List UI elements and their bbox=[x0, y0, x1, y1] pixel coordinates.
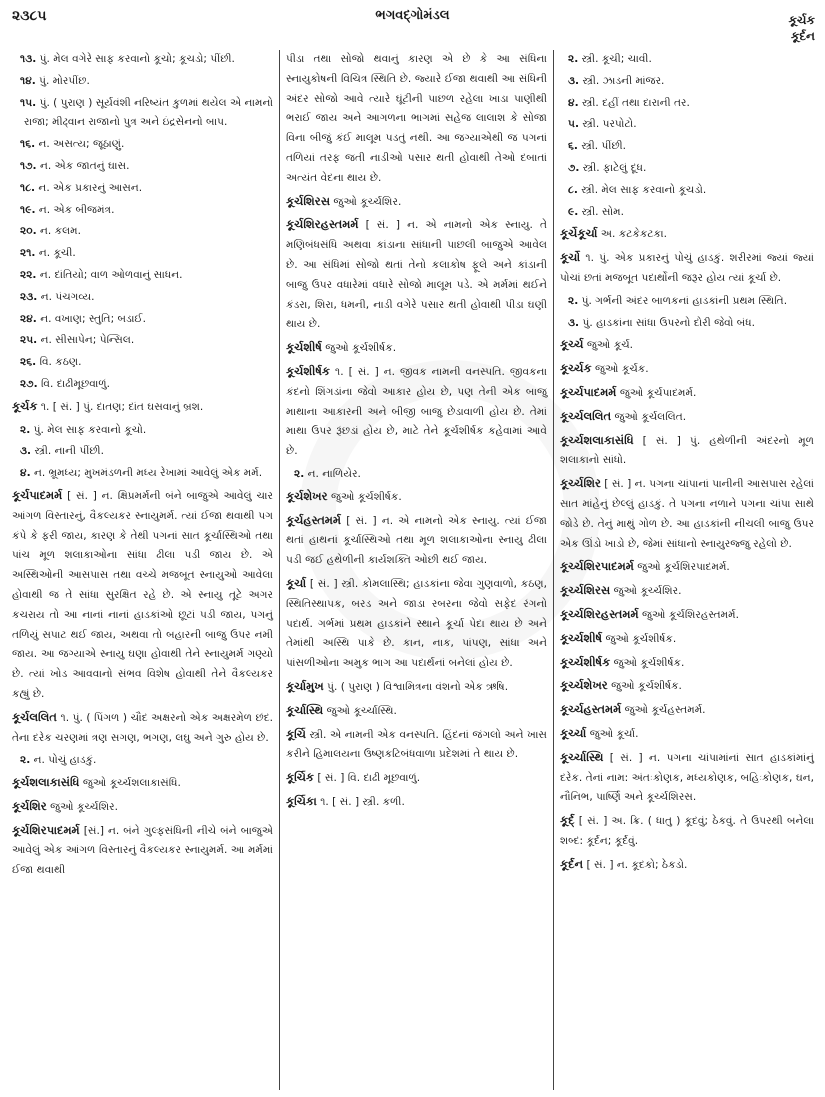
sense-number: ૩. bbox=[20, 445, 32, 458]
dictionary-entry bbox=[286, 192, 547, 213]
sense-number: ૨૧. bbox=[20, 247, 36, 260]
sense-text: ન. દાંતિયો; વાળ ઓળવાનું સાધન. bbox=[39, 268, 183, 281]
sense-item bbox=[12, 353, 273, 373]
headword: કૂર્ચશિર bbox=[12, 798, 47, 813]
definition: [સં.] ન. બંને ગુલ્ફસંધિની નીચે બંને બાજુએ આવેલું એક આંગળ વિસ્તારનું વૈકલ્યકર સ્નાયુમર્મ. આ મર્મમાં ઈજા થવાથી bbox=[12, 824, 273, 877]
sense-item bbox=[560, 72, 814, 92]
sense-item bbox=[560, 314, 814, 334]
sense-text: સ્ત્રી. દહીં તથા દારાની તર. bbox=[581, 96, 690, 109]
dictionary-entry bbox=[286, 701, 547, 722]
guide-words bbox=[788, 12, 815, 44]
sense-number: ૧૩. bbox=[20, 53, 37, 65]
sense-item bbox=[12, 266, 273, 286]
headword: કૂર્ચામુખ bbox=[286, 678, 324, 693]
definition: ૧. પું. ( પિંગળ ) ચૌદ અક્ષરનો એક અક્ષરમેળ છંદ. તેના દરેક ચરણમાં ત્રણ સગણ, ભગણ, લઘુ અને ગુરુ હોય છે. bbox=[12, 711, 273, 744]
dictionary-columns bbox=[8, 50, 820, 1090]
column-1 bbox=[8, 50, 280, 1090]
sense-item bbox=[12, 222, 273, 242]
sense-number: ૨૪. bbox=[20, 312, 37, 325]
dictionary-entry bbox=[560, 676, 814, 697]
headword: કૂર્દ્ bbox=[560, 813, 575, 828]
sense-number: ૧૯. bbox=[20, 203, 36, 216]
headword: કૂર્ચા bbox=[286, 575, 307, 590]
guide-word-last: કૂર્દન bbox=[790, 29, 815, 43]
definition: [ સં. ] ન. એ નામનો એક સ્નાયુ. તે મણિબંધસંધિ અથવા કાંડાના સાંધાની પાછલી બાજુએ આવેલ છે. આ સંધિમાં સોજો થતાં તેનો કલાકોષ ફૂલે અને કાંડાની બાજુ ઉપર વધારેમાં વધારે સોજો માલૂમ પડે. એ મર્મમાં થઈને કંડરા, શિરા, ધમની, નાડી વગેરે પસાર થતી હોવાથી પીડા ઘણી થાય છે. bbox=[286, 219, 547, 331]
sense-text: ન. પંચગવ્ય. bbox=[40, 290, 95, 303]
sense-number: ૨. bbox=[20, 423, 31, 436]
headword: કૂર્ચ્ચશિરપાદમર્મ bbox=[560, 559, 634, 574]
headword: કૂર્ચો bbox=[560, 250, 581, 265]
page-header bbox=[0, 0, 825, 44]
definition: જુઓ કૂર્ચશીર્ષક. bbox=[611, 680, 682, 693]
sense-item bbox=[12, 201, 273, 221]
dictionary-entry bbox=[286, 215, 547, 335]
dictionary-entry bbox=[286, 487, 547, 508]
dictionary-entry bbox=[560, 629, 814, 650]
sense-text: ન. નાળિયેર. bbox=[307, 467, 361, 480]
sense-number: ૨૫. bbox=[20, 334, 38, 347]
dictionary-entry bbox=[560, 335, 814, 356]
sense-item bbox=[12, 375, 273, 395]
definition: જુઓ કૂર્ચશીર્ષક. bbox=[605, 632, 677, 645]
sense-text: ન. એક જાતનું ઘાસ. bbox=[39, 159, 130, 172]
sense-item bbox=[12, 310, 273, 330]
sense-item bbox=[560, 50, 814, 70]
sense-item bbox=[286, 465, 547, 485]
definition: જુઓ કૂર્ચ્ચશિર. bbox=[50, 800, 119, 813]
headword: કૂર્ચ્ચશીર્ષ bbox=[560, 630, 603, 645]
sense-number: ૬. bbox=[568, 140, 578, 153]
headword: કૂર્ચ્ચશીર્ષક bbox=[560, 654, 611, 669]
headword: કૂર્ચ્ચશિરહસ્તમર્મ bbox=[560, 606, 639, 621]
definition: ૧. પું. એક પ્રકારનું પોચું હાડકું. શરીરમાં જ્યાં જ્યાં પોચાં છતાં મજબૂત પદાર્થોની જરૂર હોય ત્યાં કૂર્ચા છે. bbox=[560, 252, 814, 284]
dictionary-entry bbox=[560, 748, 814, 808]
sense-item bbox=[12, 72, 273, 92]
sense-number: ૨. bbox=[568, 53, 579, 65]
dictionary-entry bbox=[560, 855, 814, 876]
sense-item bbox=[12, 157, 273, 177]
sense-number: ૩. bbox=[568, 316, 580, 329]
guide-word-first: કૂર્ચક bbox=[788, 13, 815, 27]
sense-number: ૨૭. bbox=[20, 377, 38, 390]
sense-text: પું. ગર્ભની અંદર બાળકનાં હાડકાંની પ્રથમ સ્થિતિ. bbox=[581, 294, 788, 307]
sense-item bbox=[560, 181, 814, 201]
definition: અ. કટકેકટકા. bbox=[600, 228, 667, 241]
sense-item bbox=[12, 135, 273, 155]
dictionary-entry bbox=[286, 574, 547, 674]
sense-text: પું. મેલ સાફ કરવાનો કૂચો. bbox=[33, 423, 147, 436]
headword: કૂર્ચશિરહસ્તમર્મ bbox=[286, 217, 359, 232]
dictionary-entry bbox=[560, 700, 814, 721]
sense-number: ૨. bbox=[294, 467, 305, 480]
headword: કૂર્ચિકા bbox=[286, 793, 317, 808]
headword: કૂર્ચશલાકાસંધિ bbox=[12, 775, 80, 790]
sense-number: ૩. bbox=[568, 74, 580, 87]
sense-text: ન. પોચું હાડકું. bbox=[33, 754, 97, 767]
sense-item bbox=[12, 50, 273, 70]
headword: કૂર્ચપાદમર્મ bbox=[12, 487, 63, 502]
sense-text: ન. સીસાપેન; પેન્સિલ. bbox=[40, 334, 135, 347]
sense-text: પું. ( પુરાણ ) સૂર્યવંશી નરિષ્યંત કુળમાં થયેલ એ નામનો રાજા; મીઢ્વાન રાજાનો પુત્ર અને ઇંદ્રસેનનો બાપ. bbox=[24, 96, 273, 129]
sense-number: ૪. bbox=[20, 467, 31, 480]
sense-text: ન. ભ્રૂમધ્ય; મુખમંડળની મધ્ય રેખામાં આવેલું એક મર્મ. bbox=[33, 467, 263, 480]
definition: જુઓ કૂર્ચ. bbox=[586, 339, 634, 352]
headword: કૂર્ચાસ્થિ bbox=[286, 702, 324, 717]
page-number: ૨૩૮૫ bbox=[12, 8, 47, 24]
headword: કૂર્ચ્ચશલાકાસંધિ bbox=[560, 432, 634, 447]
dictionary-entry bbox=[12, 821, 273, 881]
headword: કૂર્ચ્ચપાદમર્મ bbox=[560, 384, 617, 399]
definition: જુઓ કૂર્ચપાદમર્મ. bbox=[619, 386, 697, 399]
sense-number: ૨૩. bbox=[20, 290, 38, 303]
sense-text: સ્ત્રી. સોમ. bbox=[581, 205, 624, 218]
dictionary-entry bbox=[286, 511, 547, 571]
dictionary-entry bbox=[12, 797, 273, 818]
dictionary-entry bbox=[286, 768, 547, 789]
headword: કૂર્ચહસ્તમર્મ bbox=[286, 512, 342, 527]
sense-number: ૭. bbox=[568, 161, 580, 174]
sense-item bbox=[560, 159, 814, 179]
definition: ૧. [ સં. ] પું. દાતણ; દાંત ઘસવાનું બ્રશ. bbox=[40, 400, 204, 413]
sense-number: ૧૮. bbox=[20, 181, 36, 194]
headword: કૂર્ચશીર્ષક bbox=[286, 363, 331, 378]
sense-text: સ્ત્રી. કૂચી; ચાવી. bbox=[581, 53, 652, 65]
definition: [ સં. ] અ. ક્રિ. ( ધાતુ ) કૂદવું; ઠેકવું. તે ઉપરથી બનેલા શબ્દ: કૂર્દન; કૂર્દવું. bbox=[560, 815, 815, 847]
sense-text: વિ. કઠણ. bbox=[39, 356, 82, 369]
sense-text: સ્ત્રી. પરપોટો. bbox=[582, 118, 637, 131]
book-title: ભગવદ્ગોમંડલ bbox=[375, 8, 450, 23]
column-3 bbox=[554, 50, 820, 1090]
sense-text: સ્ત્રી. મેલ સાફ કરવાનો કૂચડો. bbox=[581, 183, 707, 196]
column-2 bbox=[280, 50, 554, 1090]
definition: જુઓ કૂર્ચ્ચાસ્થિ. bbox=[326, 704, 397, 717]
headword: કૂર્ચ્ચહસ્તમર્મ bbox=[560, 702, 622, 717]
sense-number: ૨. bbox=[568, 294, 579, 307]
dictionary-entry bbox=[560, 581, 814, 602]
dictionary-entry bbox=[560, 811, 814, 852]
dictionary-entry bbox=[286, 792, 547, 813]
definition: જુઓ કૂર્ચા. bbox=[589, 727, 639, 740]
sense-item bbox=[12, 179, 273, 199]
sense-number: ૮. bbox=[568, 183, 578, 196]
dictionary-entry bbox=[12, 486, 273, 705]
sense-text: સ્ત્રી. ઝાડની માંજર. bbox=[582, 74, 665, 87]
definition: જુઓ કૂર્ચશિરપાદમર્મ. bbox=[637, 561, 730, 574]
headword: કૂર્ચલલિત bbox=[12, 709, 57, 724]
definition: [ સં. ] વિ. દાઢી મૂછવાળું. bbox=[317, 772, 421, 785]
sense-number: ૨૬. bbox=[20, 356, 37, 369]
dictionary-entry bbox=[560, 653, 814, 674]
headword: કૂર્દન bbox=[560, 856, 584, 871]
sense-number: ૧૬. bbox=[20, 138, 36, 151]
sense-item bbox=[560, 94, 814, 114]
headword: કૂર્ચશેખર bbox=[286, 488, 328, 503]
dictionary-entry bbox=[560, 474, 814, 554]
dictionary-entry bbox=[560, 605, 814, 626]
sense-number: ૧૭. bbox=[20, 159, 37, 172]
dictionary-entry bbox=[560, 724, 814, 745]
sense-item bbox=[12, 94, 273, 134]
definition: જુઓ કૂર્ચશીર્ષક. bbox=[325, 342, 397, 355]
headword: કૂર્ચ્ચલલિત bbox=[560, 408, 612, 423]
sense-item bbox=[560, 137, 814, 157]
definition: ૧. [ સં. ] ન. જીવક નામની વનસ્પતિ. જીવકના કંદનો શિંગડાંના જેવો આકાર હોય છે, પણ તેની એક બાજુ માથાના આકારની અને બીજી બાજુ છેડાવાળી હોય છે. તેમાં માથા ઉપર રૂંછડાં હોય છે, માટે તેને કૂર્ચશીર્ષક કહેવામાં આવે છે. bbox=[286, 365, 548, 458]
definition: જુઓ કૂર્ચ્ચશિર. bbox=[613, 585, 682, 598]
headword: કૂર્ચ્ચશિરસ bbox=[560, 583, 611, 598]
dictionary-entry bbox=[286, 338, 547, 359]
headword: કૂર્ચશિરસ bbox=[286, 193, 331, 208]
definition: [ સં. ] ન. પગના ચાંપાનાં પાનીની આસપાસ રહેલાં સાત માંહેનું છેલ્લું હાડકું. તે પગના નળાને પગના ચાંપા સાથે જોડે છે. તેનું માથું ગોળ છે. આ હાડકાંની નીચલી બાજુ ઉપર એક ઊંડો ખાડો છે, જેમાં સાંધાનો સ્નાયુરજ્જુ રહેલો છે. bbox=[560, 478, 814, 550]
sense-text: ન. એક બીજમંત્ર. bbox=[38, 203, 115, 216]
sense-number: ૨૨. bbox=[20, 268, 37, 281]
headword: કૂર્ચશિરપાદમર્મ bbox=[12, 822, 80, 837]
headword: કૂર્ચ્ચાસ્થિ bbox=[560, 749, 604, 764]
dictionary-entry bbox=[560, 431, 814, 472]
definition: [ સં. ] સ્ત્રી. કોમલાસ્થિ; હાડકાંના જેવા ગુણવાળો, કઠણ, સ્થિતિસ્થાપક, બરડ અને જાડા રબરના જેવો સફેદ રંગનો પદાર્થ. ગર્ભમાં પ્રથમ હાડકાંને સ્થાને કૂર્ચા પેદા થાય છે અને તેમાંથી અસ્થિ પાકે છે. કાન, નાક, પાંપણ, સાંધા અને પાંસળીઓના અમુક ભાગ આ પદાર્થનાં બનેલાં હોય છે. bbox=[286, 577, 547, 670]
definition: ૧. [ સં. ] સ્ત્રી. કળી. bbox=[320, 795, 405, 808]
sense-number: ૨૦. bbox=[20, 225, 37, 238]
headword: કૂર્ચિ bbox=[286, 726, 306, 741]
definition: જુઓ કૂર્ચશિરહસ્તમર્મ. bbox=[642, 608, 739, 621]
definition: સ્ત્રી. એ નામની એક વનસ્પતિ. હિંદનાં જંગલો અને ખાસ કરીને હિમાલયના ઉષ્ણકટિબંધવાળા પ્રદેશમાં તે થાય છે. bbox=[286, 728, 547, 761]
sense-item bbox=[560, 292, 814, 312]
sense-number: ૯. bbox=[568, 205, 579, 218]
definition: જુઓ કૂર્ચ્ચશિર. bbox=[333, 195, 402, 208]
definition: [ સં. ] ન. કૂદકો; ઠેકડો. bbox=[586, 858, 688, 871]
definition: જુઓ કૂર્ચશીર્ષક. bbox=[330, 490, 402, 503]
sense-text: પું. હાડકાંના સાંધા ઉપરનો દોરી જેવો બંધ. bbox=[582, 316, 756, 329]
sense-text: પું. મોરપીંછ. bbox=[39, 74, 90, 87]
sense-item bbox=[560, 203, 814, 223]
dictionary-entry bbox=[560, 224, 814, 245]
definition: જુઓ કૂર્ચશીર્ષક. bbox=[613, 656, 685, 669]
sense-text: વિ. દાઢીમૂછવાળું. bbox=[40, 377, 111, 390]
sense-number: ૨. bbox=[20, 754, 31, 767]
headword: કૂર્ચ્ચા bbox=[560, 725, 587, 740]
definition: [ સં. ] ન. ક્ષિપ્રમર્મની બંને બાજુએ આવેલું ચાર આંગળ વિસ્તારનું, વૈકલ્યકર સ્નાયુમર્મ. ત્યાં ઈજા થવાથી પગ કંપે કે ફરી જાય, કારણ કે તેથી પગનાં સાત કૂર્ચાસ્થિઓ તથા પાંચ મૂળ શલાકાઓના સાંધા ઢીલા પડી જાય છે. એ અસ્થિઓની આસપાસ તથા વચ્ચે મજબૂત સ્નાયુઓ આવેલા હોવાથી જ તે સાંધા સુરક્ષિત રહે છે. એ સ્નાયુ તૂટે અગર કચરાય તો આ નાનાં નાનાં હાડકાંઓ છૂટાં પડી જાય, પગનું તળિયું સપાટ થઈ જાય, અથવા તો બહારની બાજુ ઉપર નમી જાય. આ જગ્યાએ સ્નાયુ ઘણા હોવાથી તેને સ્નાયુમર્મ ગણ્યો છે. ત્યાં ખોડ આવવાનો સંભવ વિશેષ હોવાથી તેને વૈકલ્યકર કહ્યું છે. bbox=[12, 489, 273, 700]
dictionary-entry bbox=[560, 557, 814, 578]
sense-text: ન. વખાણ; સ્તુતિ; બડાઈ. bbox=[40, 312, 146, 325]
sense-item bbox=[12, 464, 273, 484]
sense-text: સ્ત્રી. નાની પીંછી. bbox=[34, 445, 104, 458]
definition: પું. ( પુરાણ ) વિશ્વામિત્રના વંશનો એક ઋષિ. bbox=[327, 680, 509, 693]
sense-item bbox=[12, 442, 273, 462]
sense-number: ૧૪. bbox=[20, 74, 36, 87]
dictionary-entry bbox=[560, 383, 814, 404]
dictionary-entry bbox=[286, 362, 547, 462]
sense-item bbox=[560, 115, 814, 135]
sense-text: ન. કલમ. bbox=[40, 225, 81, 238]
definition: [ સં. ] ન. એ નામનો એક સ્નાયુ. ત્યાં ઈજા થતાં હાથનાં કૂર્ચાસ્થિઓ તથા મૂળ શલાકાઓના સ્નાયુ ઢીલા પડી જઈ હથેળીની કાર્યશક્તિ ઓછી થઈ જાય. bbox=[286, 514, 547, 567]
definition: [ સં. ] પું. હથેળીની અંદરનો મૂળ શલાકાનો સાંધો. bbox=[560, 434, 814, 467]
dictionary-entry bbox=[12, 397, 273, 418]
headword: કૂર્ચેકૂર્ચા bbox=[560, 226, 598, 241]
dictionary-entry bbox=[286, 677, 547, 698]
definition: જુઓ કૂર્ચલલિત. bbox=[614, 410, 687, 423]
sense-text: સ્ત્રી. પીંછી. bbox=[581, 140, 627, 153]
sense-text: સ્ત્રી. ફાટેલું દૂધ. bbox=[582, 161, 647, 174]
headword: કૂર્ચ્ચશિર bbox=[560, 476, 601, 491]
dictionary-entry bbox=[286, 725, 547, 766]
sense-text: પું. મેલ વગેરે સાફ કરવાનો કૂચો; કૂચડો; પીંછી. bbox=[39, 53, 235, 65]
dictionary-entry bbox=[12, 708, 273, 749]
sense-item bbox=[12, 244, 273, 264]
sense-item bbox=[12, 751, 273, 771]
sense-text: ન. એક પ્રકારનું આસન. bbox=[38, 181, 143, 194]
definition: જુઓ કૂર્ચહસ્તમર્મ. bbox=[624, 704, 706, 717]
sense-number: ૧૫. bbox=[20, 96, 37, 109]
dictionary-entry bbox=[560, 359, 814, 380]
headword: કૂર્ચ્ચક bbox=[560, 361, 592, 376]
sense-item bbox=[12, 288, 273, 308]
headword: કૂર્ચ્ચશેખર bbox=[560, 678, 608, 693]
definition: જુઓ કૂર્ચક. bbox=[594, 363, 649, 376]
sense-number: ૪. bbox=[568, 96, 579, 109]
dictionary-entry bbox=[560, 248, 814, 289]
sense-item bbox=[12, 331, 273, 351]
continued-text: પીડા તથા સોજો થવાનું કારણ એ છે કે આ સંધિના સ્નાયુકોષની વિચિત્ર સ્થિતિ છે. જ્યારે ઈજા થવાથી આ સંધિની અંદર સોજો આવે ત્યારે ઘૂંટીની પાછળ રહેલા ખાડા પાણીથી ભરાઈ જાય અને આગળના ભાગમાં સહેજ લાલાશ કે સોજા વિના બીજું કંઈ માલૂમ પડતું નથી. આ જગ્યાએથી જ પગનાં તળિયાં તરફ જતી નાડીઓ પસાર થતી હોવાથી તેઓ દબાતાં અત્યંત વેદના થાય છે. bbox=[286, 53, 547, 184]
sense-item bbox=[12, 421, 273, 441]
sense-text: ન. અસત્ય; જૂઠાણું. bbox=[38, 138, 125, 151]
definition: [ સં. ] ન. પગના ચાંપામાંનાં સાત હાડકાંમાંનું દરેક. તેનાં નામ: અંતઃકોણક, મધ્યકોણક, બહિઃકોણક, ઘન, નૌનિભ, પાર્ષ્ણિ અને કૂર્ચ્ચશિરસ. bbox=[560, 751, 814, 804]
definition: જુઓ કૂર્ચ્ચશલાકાસંધિ. bbox=[82, 777, 181, 790]
headword: કૂર્ચક bbox=[12, 398, 38, 413]
headword: કૂર્ચિક bbox=[286, 770, 315, 785]
sense-number: ૫. bbox=[568, 118, 579, 131]
dictionary-entry bbox=[12, 773, 273, 794]
headword: કૂર્ચશીર્ષ bbox=[286, 340, 322, 355]
headword: કૂર્ચ્ચ bbox=[560, 337, 584, 352]
dictionary-entry bbox=[560, 407, 814, 428]
sense-text: ન. કૂચી. bbox=[38, 247, 76, 260]
